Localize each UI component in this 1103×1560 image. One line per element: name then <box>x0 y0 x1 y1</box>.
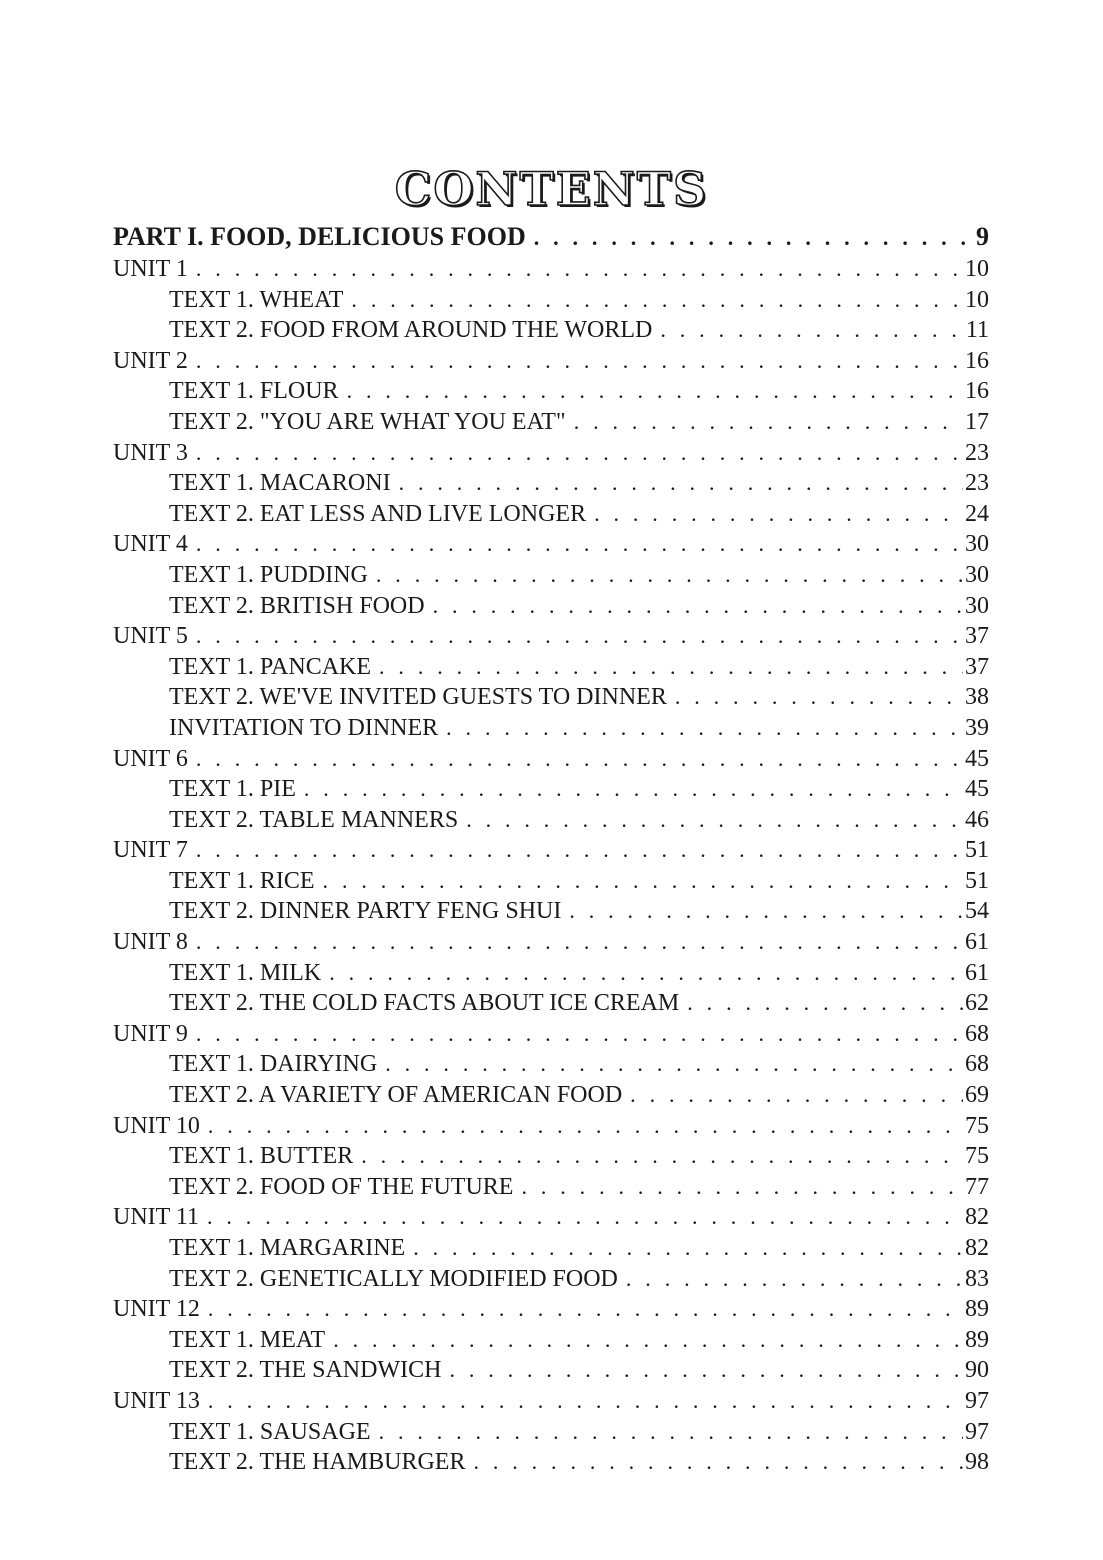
toc-entry <box>113 1049 989 1080</box>
toc-entry <box>113 1355 989 1386</box>
dot-leader <box>347 376 963 407</box>
dot-leader <box>196 346 963 377</box>
toc-entry-label: UNIT 9 <box>113 1020 188 1047</box>
dot-leader <box>196 621 963 652</box>
toc-entry-label: TEXT 2. FOOD OF THE FUTURE <box>169 1173 514 1200</box>
toc-entry <box>113 1141 989 1172</box>
toc-entry-page: 89 <box>965 1296 989 1323</box>
toc-entry-page: 30 <box>965 592 989 619</box>
toc-entry-label: UNIT 4 <box>113 531 188 558</box>
toc-entry <box>113 468 989 499</box>
toc-entry <box>113 285 989 316</box>
toc-entry-page: 10 <box>965 256 989 282</box>
toc-entry-page: 98 <box>965 1449 989 1476</box>
dot-leader <box>446 713 963 744</box>
toc-entry-label: INVITATION TO DINNER <box>169 714 439 741</box>
dot-leader <box>626 1264 963 1295</box>
toc-entry-page: 97 <box>965 1418 989 1445</box>
dot-leader <box>379 652 963 683</box>
toc-entry-page: 45 <box>965 745 989 772</box>
toc-entry <box>113 927 989 958</box>
dot-leader <box>361 1141 963 1172</box>
toc-entry-label: TEXT 1. RICE <box>169 867 315 894</box>
toc-entry-label: PART I. FOOD, DELICIOUS FOOD <box>113 222 526 251</box>
toc-entry-page: 23 <box>965 470 989 497</box>
toc-entry-page: 75 <box>965 1112 989 1139</box>
dot-leader <box>660 315 964 346</box>
toc-entry-page: 61 <box>965 959 989 986</box>
dot-leader <box>630 1080 963 1111</box>
toc-entry-page: 24 <box>965 500 989 527</box>
toc-entry-label: TEXT 1. MARGARINE <box>169 1235 406 1261</box>
dot-leader <box>385 1049 963 1080</box>
dot-leader <box>208 1294 963 1325</box>
dot-leader <box>196 438 963 469</box>
dot-leader <box>196 927 963 958</box>
toc-entry <box>113 1325 989 1356</box>
dot-leader <box>466 805 963 836</box>
dot-leader <box>433 591 963 622</box>
toc-entry-label: TEXT 2. DINNER PARTY FENG SHUI <box>169 898 562 925</box>
toc-entry <box>113 958 989 989</box>
toc-entry <box>113 1264 989 1295</box>
toc-entry <box>113 529 989 560</box>
toc-entry-label: TEXT 2. "YOU ARE WHAT YOU EAT" <box>169 408 566 435</box>
dot-leader <box>196 744 963 775</box>
toc-entry-page: 77 <box>965 1173 989 1200</box>
toc-entry-page: 16 <box>965 347 989 374</box>
toc-entry-label: TEXT 2. GENETICALLY MODIFIED FOOD <box>169 1265 618 1292</box>
dot-leader <box>208 1111 963 1142</box>
toc-entry-page: 68 <box>965 1051 989 1078</box>
dot-leader <box>323 866 963 897</box>
page-title: CONTENTS <box>394 161 709 216</box>
toc-entry-page: 68 <box>965 1020 989 1047</box>
dot-leader <box>196 529 963 560</box>
toc-entry <box>113 1172 989 1203</box>
toc-entry-label: TEXT 2. WE'VE INVITED GUESTS TO DINNER <box>169 684 667 711</box>
toc-entry <box>113 1386 989 1417</box>
toc-entry-page: 39 <box>965 714 989 741</box>
toc-entry-page: 30 <box>965 531 989 558</box>
toc-entry <box>113 621 989 652</box>
toc-entry <box>113 1080 989 1111</box>
toc-entry <box>113 1233 989 1264</box>
toc-entry <box>113 774 989 805</box>
toc-entry-page: 37 <box>965 653 989 680</box>
table-of-contents <box>113 220 989 1478</box>
toc-entry <box>113 988 989 1019</box>
toc-entry-label: UNIT 12 <box>113 1296 200 1323</box>
toc-entry <box>113 682 989 713</box>
dot-leader <box>521 1172 963 1203</box>
toc-entry-label: UNIT 13 <box>113 1387 200 1414</box>
toc-entry-page: 17 <box>965 408 989 435</box>
toc-entry-label: TEXT 2. EAT LESS AND LIVE LONGER <box>169 500 587 527</box>
toc-entry-label: TEXT 1. DAIRYING <box>169 1051 378 1078</box>
toc-entry-page: 11 <box>965 317 989 344</box>
dot-leader <box>594 499 963 530</box>
toc-entry <box>113 1019 989 1050</box>
dot-leader <box>329 958 963 989</box>
toc-entry-label: TEXT 2. THE SANDWICH <box>169 1357 442 1384</box>
toc-entry <box>113 254 989 285</box>
toc-entry-label: UNIT 11 <box>113 1204 199 1231</box>
toc-entry <box>113 652 989 683</box>
toc-entry <box>113 896 989 927</box>
dot-leader <box>473 1447 963 1478</box>
toc-entry-page: 51 <box>965 867 989 894</box>
toc-entry-page: 30 <box>965 561 989 588</box>
toc-entry <box>113 805 989 836</box>
toc-entry-page: 62 <box>965 990 989 1017</box>
dot-leader <box>399 468 963 499</box>
toc-entry <box>113 1202 989 1233</box>
toc-entry-page: 10 <box>965 286 989 313</box>
toc-entry-label: TEXT 2. TABLE MANNERS <box>169 806 459 833</box>
toc-entry-label: TEXT 1. WHEAT <box>169 286 344 313</box>
toc-entry <box>113 407 989 438</box>
toc-entry <box>113 835 989 866</box>
toc-entry-page: 46 <box>965 806 989 833</box>
toc-entry-label: TEXT 1. PANCAKE <box>169 653 372 680</box>
toc-entry-page: 82 <box>965 1235 989 1261</box>
toc-entry-page: 45 <box>965 776 989 803</box>
dot-leader <box>351 285 963 316</box>
toc-entry-label: UNIT 7 <box>113 837 188 864</box>
toc-entry-label: TEXT 1. MEAT <box>169 1326 326 1353</box>
toc-entry-label: TEXT 1. PUDDING <box>169 561 368 588</box>
toc-entry-label: UNIT 10 <box>113 1112 200 1139</box>
toc-entry <box>113 1417 989 1448</box>
dot-leader <box>376 560 963 591</box>
dot-leader <box>379 1417 963 1448</box>
toc-entry-page: 82 <box>965 1204 989 1231</box>
toc-entry-label: TEXT 1. MILK <box>169 959 322 986</box>
dot-leader <box>196 835 963 866</box>
toc-entry <box>113 591 989 622</box>
dot-leader <box>534 221 974 254</box>
toc-entry-page: 61 <box>965 929 989 956</box>
dot-leader <box>196 1019 963 1050</box>
toc-entry-label: TEXT 1. SAUSAGE <box>169 1418 371 1445</box>
dot-leader <box>333 1325 963 1356</box>
toc-entry-page: 90 <box>965 1357 989 1384</box>
toc-entry-label: UNIT 8 <box>113 929 188 956</box>
toc-entry <box>113 346 989 377</box>
toc-entry-label: UNIT 2 <box>113 347 188 374</box>
dot-leader <box>208 1386 963 1417</box>
toc-entry-page: 69 <box>965 1082 989 1109</box>
dot-leader <box>569 896 963 927</box>
toc-entry <box>113 376 989 407</box>
toc-entry-label: UNIT 3 <box>113 439 188 466</box>
dot-leader <box>413 1233 963 1264</box>
dot-leader <box>207 1202 963 1233</box>
toc-entry-label: TEXT 2. THE HAMBURGER <box>169 1449 466 1476</box>
dot-leader <box>675 682 963 713</box>
dot-leader <box>449 1355 963 1386</box>
toc-entry-page: 83 <box>965 1265 989 1292</box>
dot-leader <box>687 988 963 1019</box>
toc-entry-page: 16 <box>965 378 989 405</box>
toc-entry-label: TEXT 2. A VARIETY OF AMERICAN FOOD <box>169 1082 623 1109</box>
toc-entry-page: 23 <box>965 439 989 466</box>
dot-leader <box>574 407 963 438</box>
toc-entry-label: TEXT 1. MACARONI <box>169 470 391 497</box>
dot-leader <box>304 774 963 805</box>
toc-entry <box>113 315 989 346</box>
toc-entry-page: 75 <box>965 1143 989 1170</box>
toc-entry-page: 89 <box>965 1326 989 1353</box>
toc-entry-label: TEXT 2. THE COLD FACTS ABOUT ICE CREAM <box>169 990 680 1017</box>
toc-entry <box>113 1111 989 1142</box>
toc-entry <box>113 1294 989 1325</box>
toc-entry-label: TEXT 1. FLOUR <box>169 378 339 405</box>
toc-entry-label: UNIT 6 <box>113 745 188 772</box>
toc-entry-page: 38 <box>965 684 989 711</box>
toc-entry-page: 37 <box>965 623 989 650</box>
toc-entry <box>113 438 989 469</box>
toc-entry-page: 54 <box>965 898 989 925</box>
toc-entry <box>113 1447 989 1478</box>
toc-entry-page: 9 <box>976 222 989 251</box>
toc-entry-label: TEXT 2. BRITISH FOOD <box>169 592 425 619</box>
toc-entry <box>113 713 989 744</box>
toc-entry <box>113 560 989 591</box>
toc-entry-label: TEXT 1. BUTTER <box>169 1143 354 1170</box>
toc-entry-label: TEXT 1. PIE <box>169 776 296 803</box>
toc-entry-page: 51 <box>965 837 989 864</box>
toc-entry <box>113 220 989 254</box>
toc-entry-page: 97 <box>965 1387 989 1414</box>
toc-entry <box>113 499 989 530</box>
toc-entry-label: UNIT 1 <box>113 256 188 282</box>
toc-entry-label: UNIT 5 <box>113 623 188 650</box>
dot-leader <box>196 254 963 285</box>
toc-entry <box>113 744 989 775</box>
toc-entry <box>113 866 989 897</box>
toc-entry-label: TEXT 2. FOOD FROM AROUND THE WORLD <box>169 317 653 344</box>
